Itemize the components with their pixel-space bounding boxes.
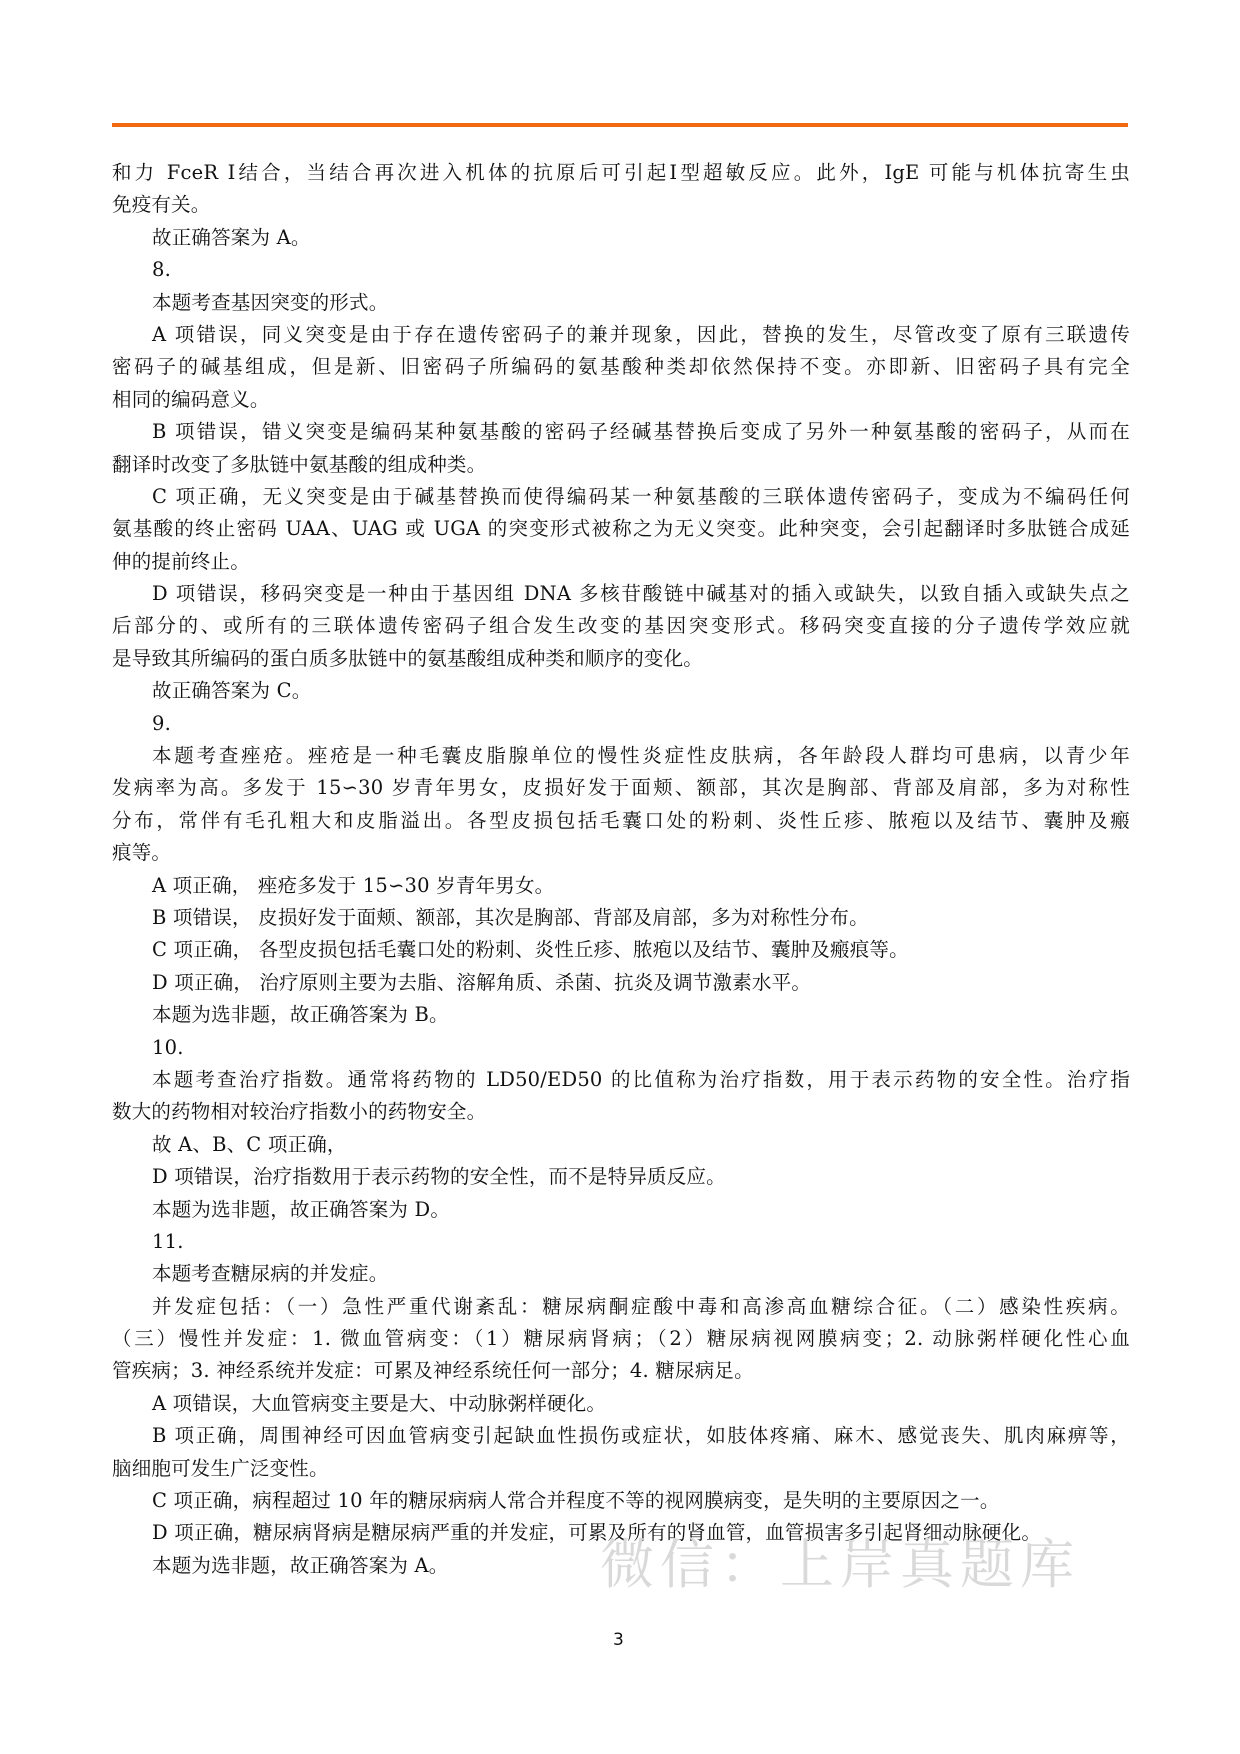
text-line: 痕等。 [112,841,172,865]
text-line: 本题为选非题，故正确答案为 B。 [152,1003,449,1027]
text-line: 故 A、B、C 项正确， [152,1132,347,1156]
text-line: 翻译时改变了多肽链中氨基酸的组成种类。 [112,452,487,476]
text-line: A 项错误，大血管病变主要是大、中动脉粥样硬化。 [152,1391,607,1415]
text-line: 氨基酸的终止密码 UAA、UAG 或 UGA 的突变形式被称之为无义突变。此种突变，会引起翻译时多肽链合成延 [112,517,1130,541]
page-number: 3 [613,1630,624,1650]
text-line: 发病率为高。多发于 15∽30 岁青年男女，皮损好发于面颊、额部，其次是胸部、背部及肩部，多为对称性 [112,776,1130,800]
text-line: （三）慢性并发症：1. 微血管病变：（1）糖尿病肾病；（2）糖尿病视网膜病变；2. 动脉粥样硬化性心血 [112,1327,1130,1351]
text-line: 本题考查治疗指数。通常将药物的 LD50/ED50 的比值称为治疗指数，用于表示药物的安全性。治疗指 [152,1067,1130,1091]
text-line: B 项正确，周围神经可因血管病变引起缺血性损伤或症状，如肢体疼痛、麻木、感觉丧失、肌肉麻痹等， [152,1424,1130,1448]
text-line: 脑细胞可发生广泛变性。 [112,1456,329,1480]
text-line: 伸的提前终止。 [112,549,250,573]
text-line: 管疾病；3. 神经系统并发症：可累及神经系统任何一部分；4. 糖尿病足。 [112,1359,754,1383]
text-line: 和力 FceR Ⅰ结合，当结合再次进入机体的抗原后可引起Ⅰ型超敏反应。此外，IgE 可能与机体抗寄生虫 [112,161,1130,184]
header-rule [112,123,1128,127]
text-line: A 项正确， 痤疮多发于 15∽30 岁青年男女。 [152,873,555,897]
text-line: 并发症包括：（一）急性严重代谢紊乱：糖尿病酮症酸中毒和高渗高血糖综合征。（二）感染性疾病。 [152,1294,1130,1318]
text-line: 数大的药物相对较治疗指数小的药物安全。 [112,1100,487,1124]
text-line: 本题考查糖尿病的并发症。 [152,1262,389,1286]
text-line: B 项错误， 皮损好发于面颊、额部，其次是胸部、背部及肩部，多为对称性分布。 [152,905,869,929]
text-line: C 项正确， 各型皮损包括毛囊口处的粉刺、炎性丘疹、脓疱以及结节、囊肿及瘢痕等。 [152,938,909,962]
question-number: 8. [152,258,172,282]
text-line: 故正确答案为 A。 [152,225,311,249]
text-line: 分布，常伴有毛孔粗大和皮脂溢出。各型皮损包括毛囊口处的粉刺、炎性丘疹、脓疱以及结节、囊肿及瘢 [112,808,1130,832]
question-number: 9. [152,711,172,735]
text-line: D 项正确， 治疗原则主要为去脂、溶解角质、杀菌、抗炎及调节激素水平。 [152,970,812,994]
text-line: 后部分的、或所有的三联体遗传密码子组合发生改变的基因突变形式。移码突变直接的分子遗传学效应就 [112,614,1130,638]
text-line: C 项正确，无义突变是由于碱基替换而使得编码某一种氨基酸的三联体遗传密码子，变成为不编码任何 [152,484,1130,508]
text-line: 本题考查痤疮。痤疮是一种毛囊皮脂腺单位的慢性炎症性皮肤病，各年龄段人群均可患病，以青少年 [152,744,1130,768]
answer-explanation-body [112,157,1130,1582]
text-line: 密码子的碱基组成，但是新、旧密码子所编码的氨基酸种类却依然保持不变。亦即新、旧密码子具有完全 [112,355,1130,379]
watermark: 微信：上岸真题库 [600,1533,1080,1596]
text-line: B 项错误，错义突变是编码某种氨基酸的密码子经碱基替换后变成了另外一种氨基酸的密码子，从而在 [152,420,1130,444]
question-number: 10. [152,1035,184,1059]
text-line: D 项正确，糖尿病肾病是糖尿病严重的并发症，可累及所有的肾血管，血管损害多引起肾细动脉硬化。 [152,1521,1042,1545]
question-number: 11. [152,1229,184,1253]
text-line: 相同的编码意义。 [112,387,270,411]
text-line: C 项正确，病程超过 10 年的糖尿病病人常合并程度不等的视网膜病变，是失明的主要原因之一。 [152,1489,1000,1513]
text-line: 本题为选非题，故正确答案为 D。 [152,1197,451,1221]
text-line: D 项错误，治疗指数用于表示药物的安全性，而不是特异质反应。 [152,1165,726,1189]
text-line: 本题考查基因突变的形式。 [152,290,389,314]
text-line: 故正确答案为 C。 [152,679,312,703]
text-line: 免疫有关。 [112,193,211,217]
text-line: 是导致其所编码的蛋白质多肽链中的氨基酸组成种类和顺序的变化。 [112,646,704,670]
text-line: 本题为选非题，故正确答案为 A。 [152,1553,449,1577]
text-line: D 项错误，移码突变是一种由于基因组 DNA 多核苷酸链中碱基对的插入或缺失，以致自插入或缺失点之 [152,582,1130,606]
text-line: A 项错误，同义突变是由于存在遗传密码子的兼并现象，因此，替换的发生，尽管改变了原有三联遗传 [152,322,1130,346]
